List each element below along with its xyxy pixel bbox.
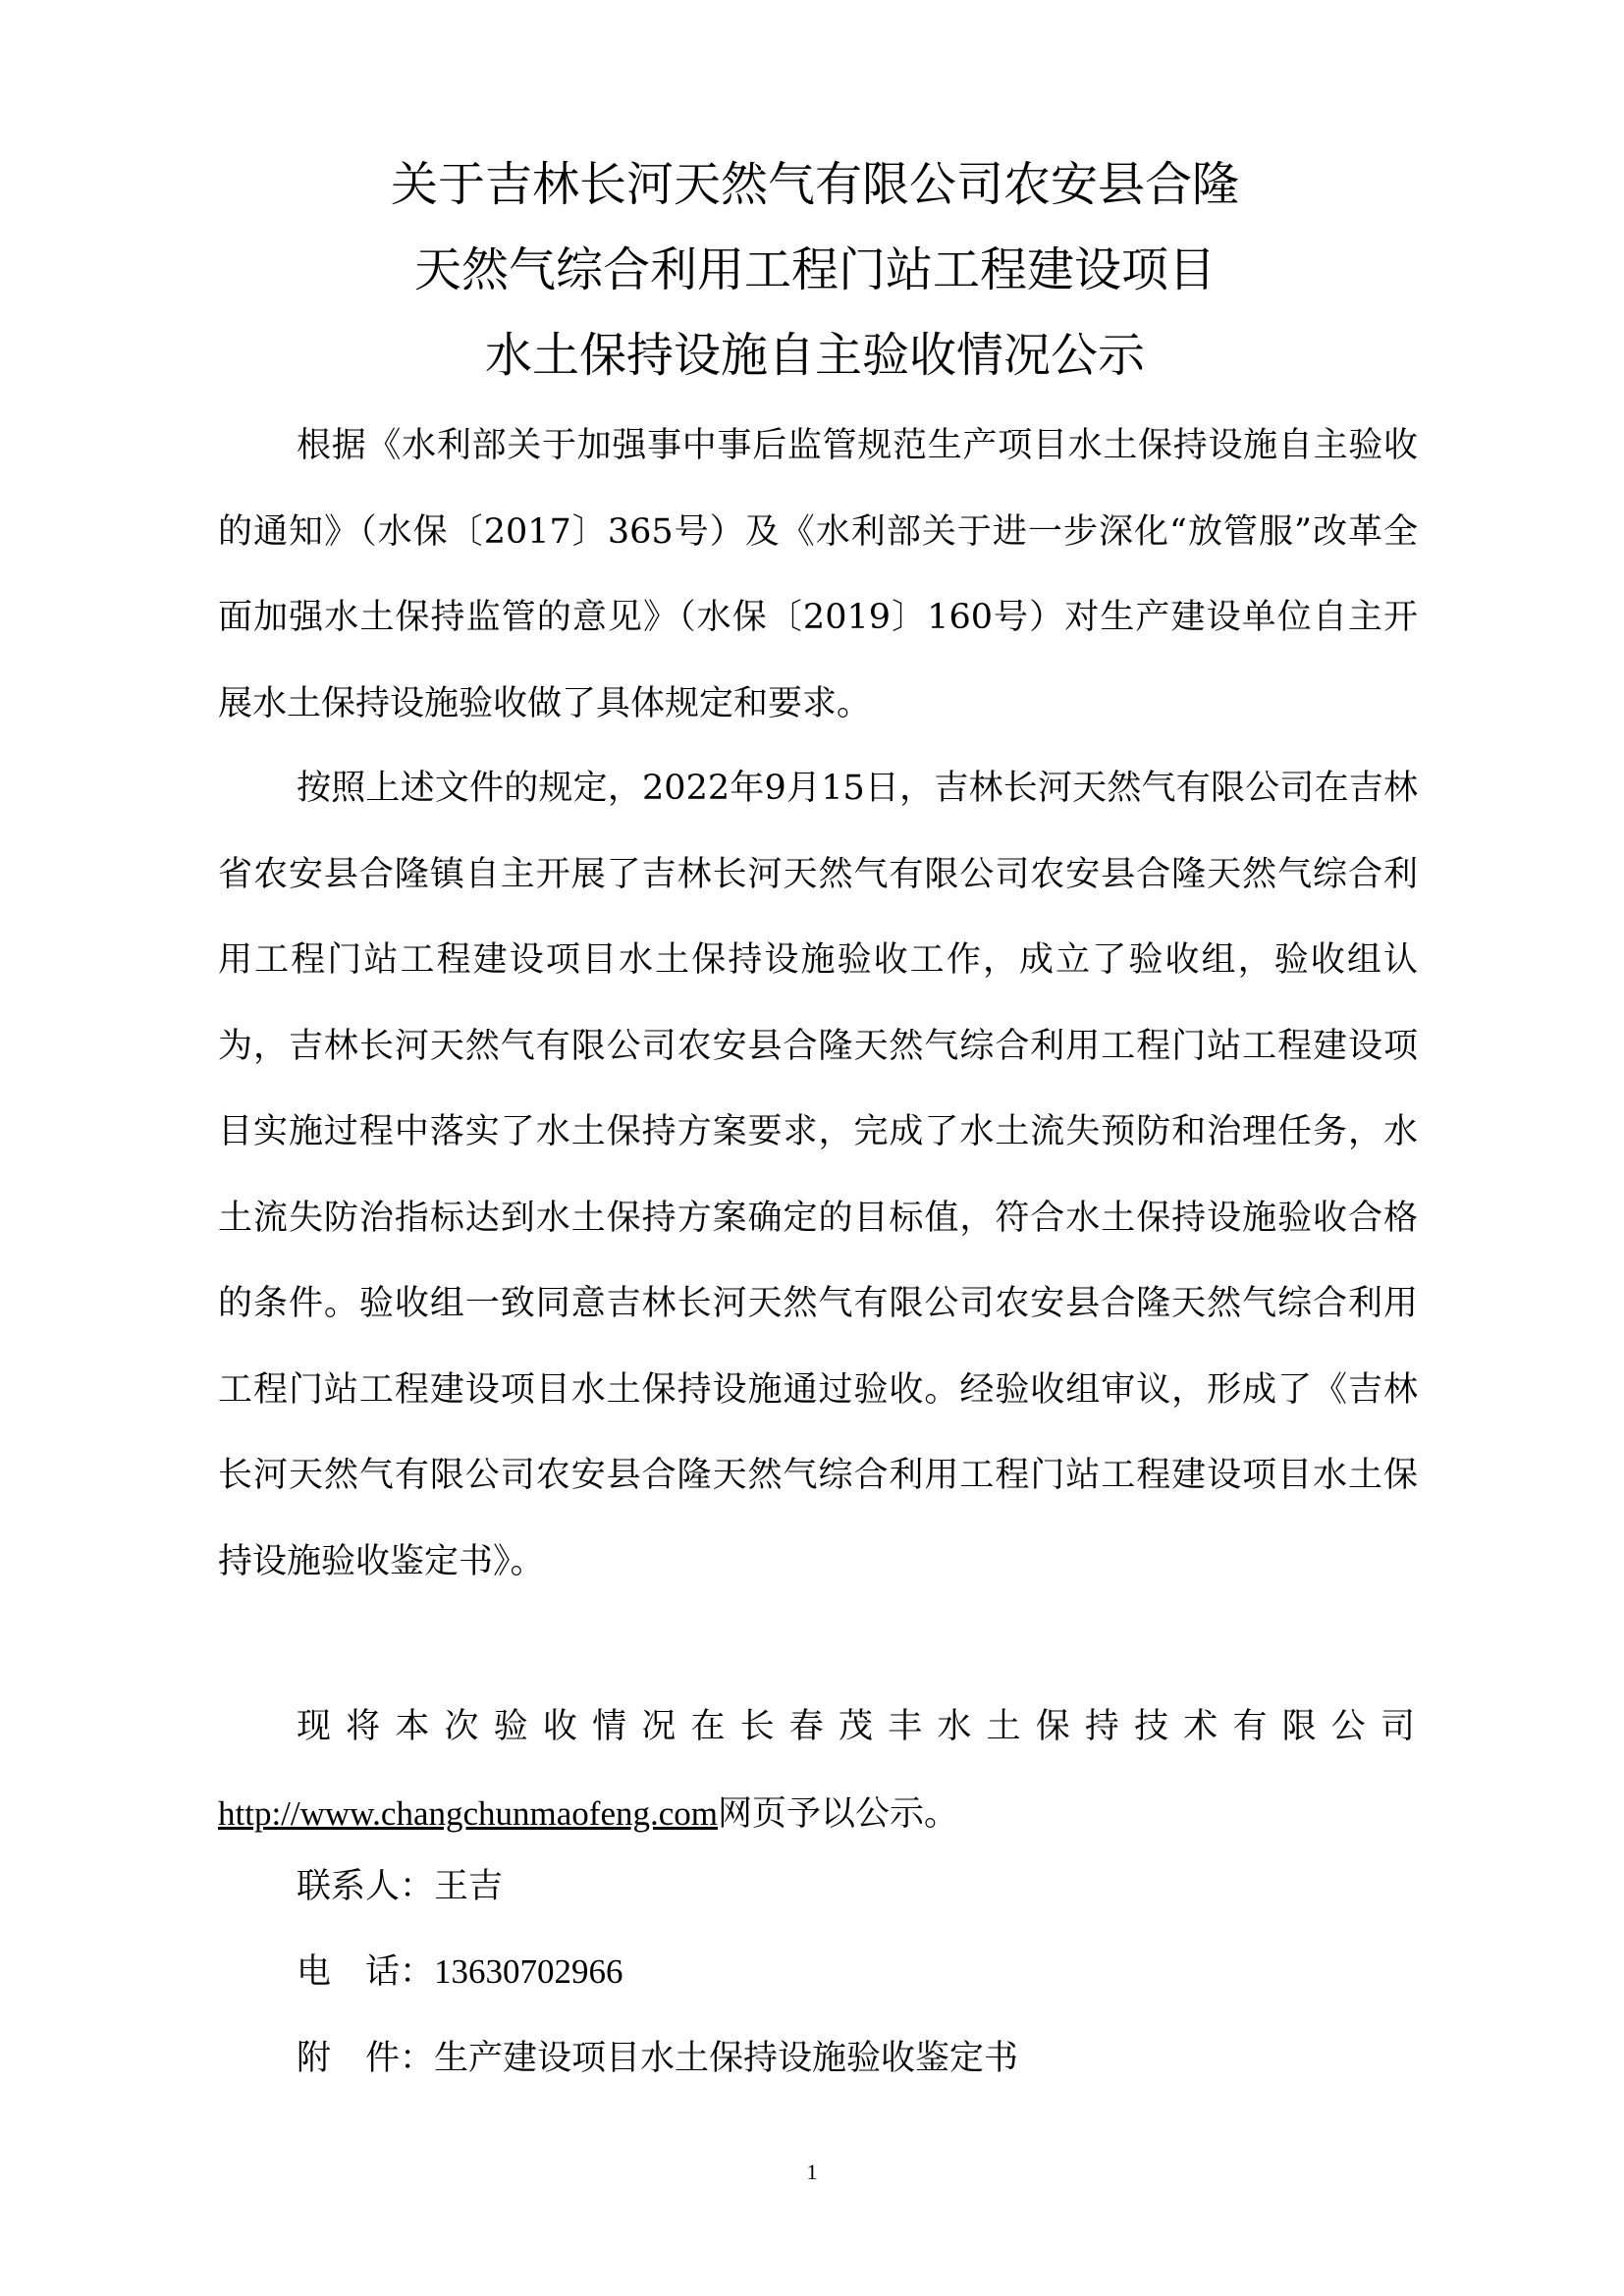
attachment-label: 附 件： xyxy=(297,2039,435,2078)
attachment-line xyxy=(297,2037,1018,2080)
paragraph-notice xyxy=(218,1684,1418,1857)
phone-line xyxy=(297,1950,623,1994)
notice-suffix: 网页予以公示。 xyxy=(718,1793,959,1834)
attachment-value: 生产建设项目水土保持设施验收鉴定书 xyxy=(434,2039,1019,2078)
website-link[interactable]: http://www.changchunmaofeng.com xyxy=(218,1793,718,1833)
contact-value: 王吉 xyxy=(434,1867,504,1906)
contact-label: 联系人： xyxy=(297,1867,435,1906)
phone-label: 电 话： xyxy=(297,1952,435,1992)
title-line-2: 天然气综合利用工程门站工程建设项目 xyxy=(413,242,1216,297)
contact-line xyxy=(297,1865,503,1908)
notice-text: 现将本次验收情况在长春茂丰水土保持技术有限公司 xyxy=(297,1707,1418,1746)
paragraph-acceptance: 按照上述文件的规定，2022年9月15日，吉林长河天然气有限公司在吉林省农安县合隆镇自主开展了吉林长河天然气有限公司农安县合隆天然气综合利用工程门站工程建设项目水土保持设施验收工作，成立了验收组，验收组认为，吉林长河天然气有限公司农安县合隆天然气综合利用工程门站工程建设项目实施过程中落实了水土保持方案要求，完成了水土流失预防和治理任务，水土流失防治指标达到水土保持方案确定的目标值，符合水土保持设施验收合格的条件。验收组一致同意吉林长河天然气有限公司农安县合隆天然气综合利用工程门站工程建设项目水土保持设施通过验收。经验收组审议，形成了《吉林长河天然气有限公司农安县合隆天然气综合利用工程门站工程建设项目水土保持设施验收鉴定书》。 xyxy=(218,769,1418,1581)
phone-value: 13630702966 xyxy=(434,1952,623,1991)
title-line-3: 水土保持设施自主验收情况公示 xyxy=(484,328,1145,383)
paragraph-regulations: 根据《水利部关于加强事中事后监管规范生产项目水土保持设施自主验收的通知》（水保〔2017〕365号）及《水利部关于进一步深化“放管服”改革全面加强水土保持监管的意见》（水保〔2019〕160号）对生产建设单位自主开展水土保持设施验收做了具体规定和要求。 xyxy=(218,426,1418,723)
page-number: 1 xyxy=(806,2160,818,2184)
title-line-1: 关于吉林长河天然气有限公司农安县合隆 xyxy=(390,157,1239,212)
